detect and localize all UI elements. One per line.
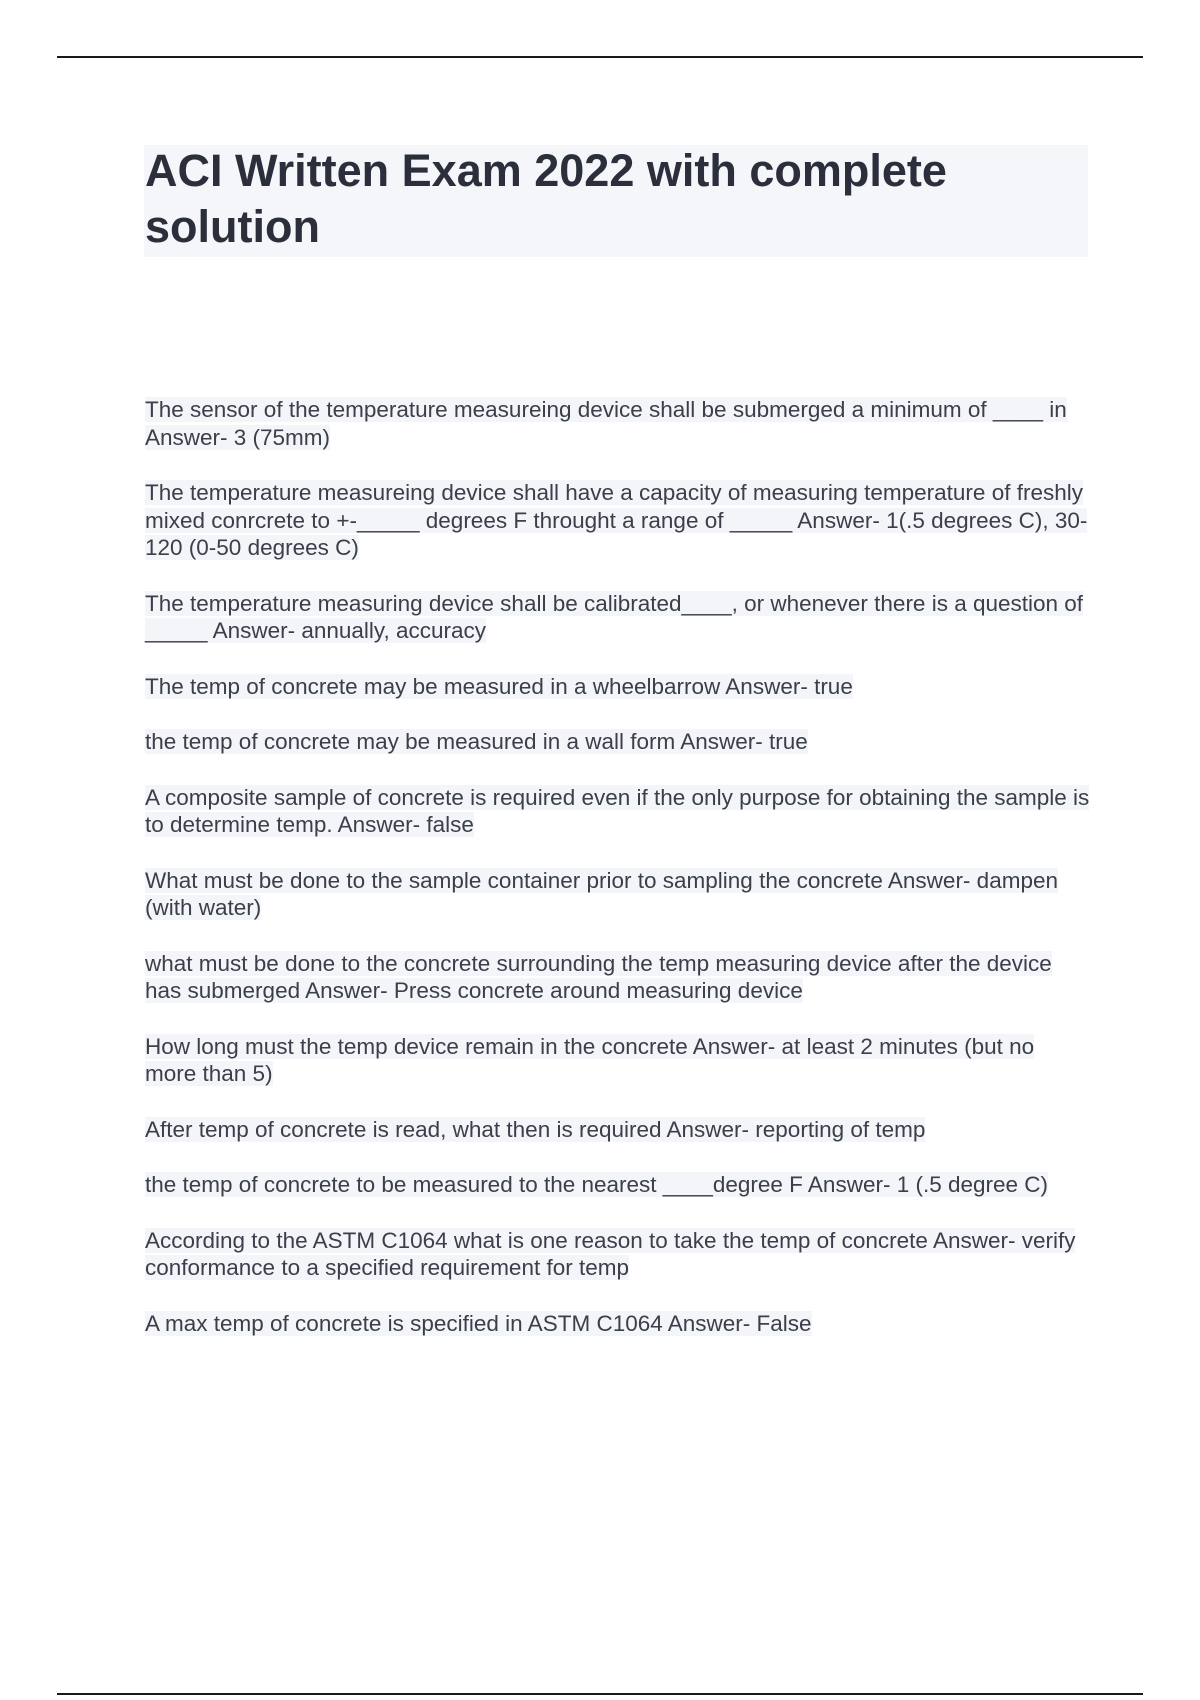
qa-item bbox=[145, 396, 1090, 451]
qa-item-text: After temp of concrete is read, what then is required Answer- reporting of temp bbox=[145, 1116, 926, 1142]
qa-item-text: A max temp of concrete is specified in ASTM C1064 Answer- False bbox=[145, 1310, 812, 1336]
qa-item-text: What must be done to the sample container prior to sampling the concrete Answer- dampen (with water) bbox=[145, 867, 1058, 920]
qa-item-text: The temp of concrete may be measured in a wheelbarrow Answer- true bbox=[145, 673, 853, 699]
document-title: ACI Written Exam 2022 with complete solution bbox=[145, 145, 947, 252]
qa-item-text: How long must the temp device remain in the concrete Answer- at least 2 minutes (but no more than 5) bbox=[145, 1033, 1035, 1086]
qa-item-text: The sensor of the temperature measureing device shall be submerged a minimum of ____ in Answer- 3 (75mm) bbox=[145, 397, 1067, 450]
qa-item bbox=[145, 1033, 1090, 1088]
qa-item bbox=[145, 728, 1090, 756]
qa-item bbox=[145, 1227, 1090, 1282]
qa-list bbox=[145, 396, 1090, 1365]
qa-item-text: the temp of concrete to be measured to the nearest ____degree F Answer- 1 (.5 degree C) bbox=[145, 1172, 1049, 1197]
qa-item bbox=[145, 1310, 1090, 1338]
qa-item bbox=[145, 673, 1090, 701]
qa-item-text: The temperature measureing device shall have a capacity of measuring temperature of freshly mixed conrcrete to +-_____ degrees F throught a range of _____ Answer- 1(.5 degrees C), 30-120 (0-50 degrees C) bbox=[145, 480, 1088, 560]
qa-item bbox=[145, 590, 1090, 645]
qa-item-text: The temperature measuring device shall be calibrated____, or whenever there is a question of _____ Answer- annually, accuracy bbox=[145, 590, 1084, 643]
qa-item bbox=[145, 1116, 1090, 1144]
top-rule bbox=[57, 56, 1143, 58]
qa-item bbox=[145, 784, 1090, 839]
qa-item-text: the temp of concrete may be measured in a wall form Answer- true bbox=[145, 729, 808, 754]
qa-item bbox=[145, 867, 1090, 922]
qa-item bbox=[145, 1171, 1090, 1199]
qa-item-text: A composite sample of concrete is required even if the only purpose for obtaining the sample is to determine temp. Answer- false bbox=[145, 784, 1090, 837]
qa-item bbox=[145, 479, 1090, 562]
qa-item-text: what must be done to the concrete surrounding the temp measuring device after the device has submerged Answer- Press concrete around measuring device bbox=[145, 950, 1052, 1003]
qa-item bbox=[145, 950, 1090, 1005]
bottom-rule bbox=[57, 1693, 1143, 1695]
qa-item-text: According to the ASTM C1064 what is one reason to take the temp of concrete Answer- verify conformance to a specified requirement for temp bbox=[145, 1227, 1076, 1280]
